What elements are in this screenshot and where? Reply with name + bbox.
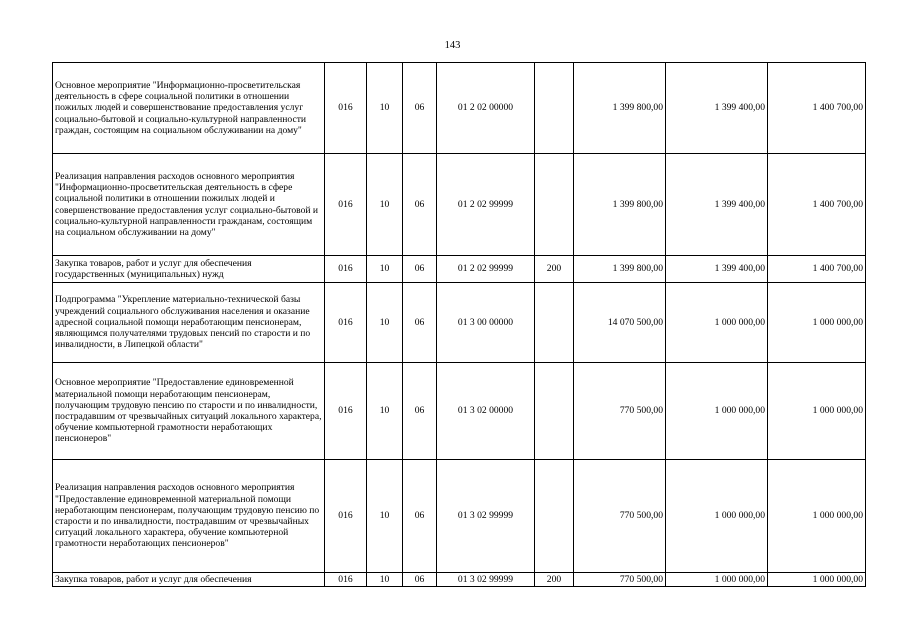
row-description: Основное мероприятие "Предоставление единовременной материальной помощи неработающим пенсионерам, получающим трудовую пенсию по старости и по инвалидности, пострадавшим от чрезвычайных ситуаций локального характера, обучение компьютерной грамотности неработающих пенсионеров" <box>53 363 325 460</box>
table-row <box>53 460 866 573</box>
subsection-code: 06 <box>403 363 437 460</box>
amount-year-2: 1 000 000,00 <box>666 573 768 587</box>
section-code: 10 <box>367 63 403 154</box>
row-description: Закупка товаров, работ и услуг для обеспечения <box>53 573 325 587</box>
target-article-code: 01 3 02 00000 <box>437 363 535 460</box>
expense-type-code: 200 <box>535 256 574 283</box>
page-number: 143 <box>444 40 461 51</box>
subsection-code: 06 <box>403 283 437 363</box>
amount-year-3: 1 400 700,00 <box>768 256 866 283</box>
expense-type-code <box>535 154 574 256</box>
amount-year-3: 1 000 000,00 <box>768 363 866 460</box>
amount-year-1: 14 070 500,00 <box>574 283 666 363</box>
table-row <box>53 63 866 154</box>
grbs-code: 016 <box>325 460 367 573</box>
amount-year-1: 1 399 800,00 <box>574 256 666 283</box>
table-row <box>53 573 866 587</box>
subsection-code: 06 <box>403 63 437 154</box>
amount-year-2: 1 399 400,00 <box>666 256 768 283</box>
table-row <box>53 363 866 460</box>
amount-year-2: 1 000 000,00 <box>666 363 768 460</box>
amount-year-1: 770 500,00 <box>574 363 666 460</box>
amount-year-2: 1 000 000,00 <box>666 283 768 363</box>
row-description: Реализация направления расходов основного мероприятия "Предоставление единовременной материальной помощи неработающим пенсионерам, получающим трудовую пенсию по старости и по инвалидности, пострадавшим от чрезвычайных ситуаций локального характера, обучение компьютерной грамотности неработающих пенсионеров" <box>53 460 325 573</box>
expense-type-code <box>535 63 574 154</box>
amount-year-2: 1 399 400,00 <box>666 63 768 154</box>
subsection-code: 06 <box>403 154 437 256</box>
section-code: 10 <box>367 283 403 363</box>
row-description: Реализация направления расходов основного мероприятия "Информационно-просветительская деятельность в сфере социальной политики в отношении пожилых людей и совершенствование предоставления услуг социально-бытовой и социально-культурной направленности гражданам, состоящим на социальном обслуживании на дому" <box>53 154 325 256</box>
amount-year-3: 1 000 000,00 <box>768 573 866 587</box>
amount-year-3: 1 400 700,00 <box>768 154 866 256</box>
section-code: 10 <box>367 256 403 283</box>
grbs-code: 016 <box>325 573 367 587</box>
table-row <box>53 283 866 363</box>
amount-year-1: 770 500,00 <box>574 460 666 573</box>
amount-year-3: 1 000 000,00 <box>768 460 866 573</box>
target-article-code: 01 2 02 99999 <box>437 256 535 283</box>
target-article-code: 01 3 02 99999 <box>437 460 535 573</box>
section-code: 10 <box>367 460 403 573</box>
budget-table <box>52 62 866 587</box>
row-description: Закупка товаров, работ и услуг для обеспечения государственных (муниципальных) нужд <box>53 256 325 283</box>
subsection-code: 06 <box>403 256 437 283</box>
expense-type-code <box>535 460 574 573</box>
target-article-code: 01 2 02 99999 <box>437 154 535 256</box>
subsection-code: 06 <box>403 573 437 587</box>
target-article-code: 01 3 02 99999 <box>437 573 535 587</box>
expense-type-code: 200 <box>535 573 574 587</box>
amount-year-3: 1 000 000,00 <box>768 283 866 363</box>
amount-year-3: 1 400 700,00 <box>768 63 866 154</box>
table-row <box>53 154 866 256</box>
section-code: 10 <box>367 573 403 587</box>
row-description: Подпрограмма "Укрепление материально-технической базы учреждений социального обслуживания населения и оказание адресной социальной помощи неработающим пенсионерам, являющимся получателями трудовых пенсий по старости и по инвалидности, в Липецкой области" <box>53 283 325 363</box>
grbs-code: 016 <box>325 256 367 283</box>
target-article-code: 01 3 00 00000 <box>437 283 535 363</box>
target-article-code: 01 2 02 00000 <box>437 63 535 154</box>
expense-type-code <box>535 363 574 460</box>
row-description: Основное мероприятие "Информационно-просветительская деятельность в сфере социальной политики в отношении пожилых людей и совершенствование предоставления услуг социально-бытовой и социально-культурной направленности граждан, состоящим на социальном обслуживании на дому" <box>53 63 325 154</box>
subsection-code: 06 <box>403 460 437 573</box>
amount-year-2: 1 399 400,00 <box>666 154 768 256</box>
table-row <box>53 256 866 283</box>
section-code: 10 <box>367 363 403 460</box>
grbs-code: 016 <box>325 283 367 363</box>
grbs-code: 016 <box>325 154 367 256</box>
amount-year-1: 1 399 800,00 <box>574 63 666 154</box>
grbs-code: 016 <box>325 63 367 154</box>
expense-type-code <box>535 283 574 363</box>
amount-year-1: 770 500,00 <box>574 573 666 587</box>
section-code: 10 <box>367 154 403 256</box>
grbs-code: 016 <box>325 363 367 460</box>
amount-year-2: 1 000 000,00 <box>666 460 768 573</box>
amount-year-1: 1 399 800,00 <box>574 154 666 256</box>
